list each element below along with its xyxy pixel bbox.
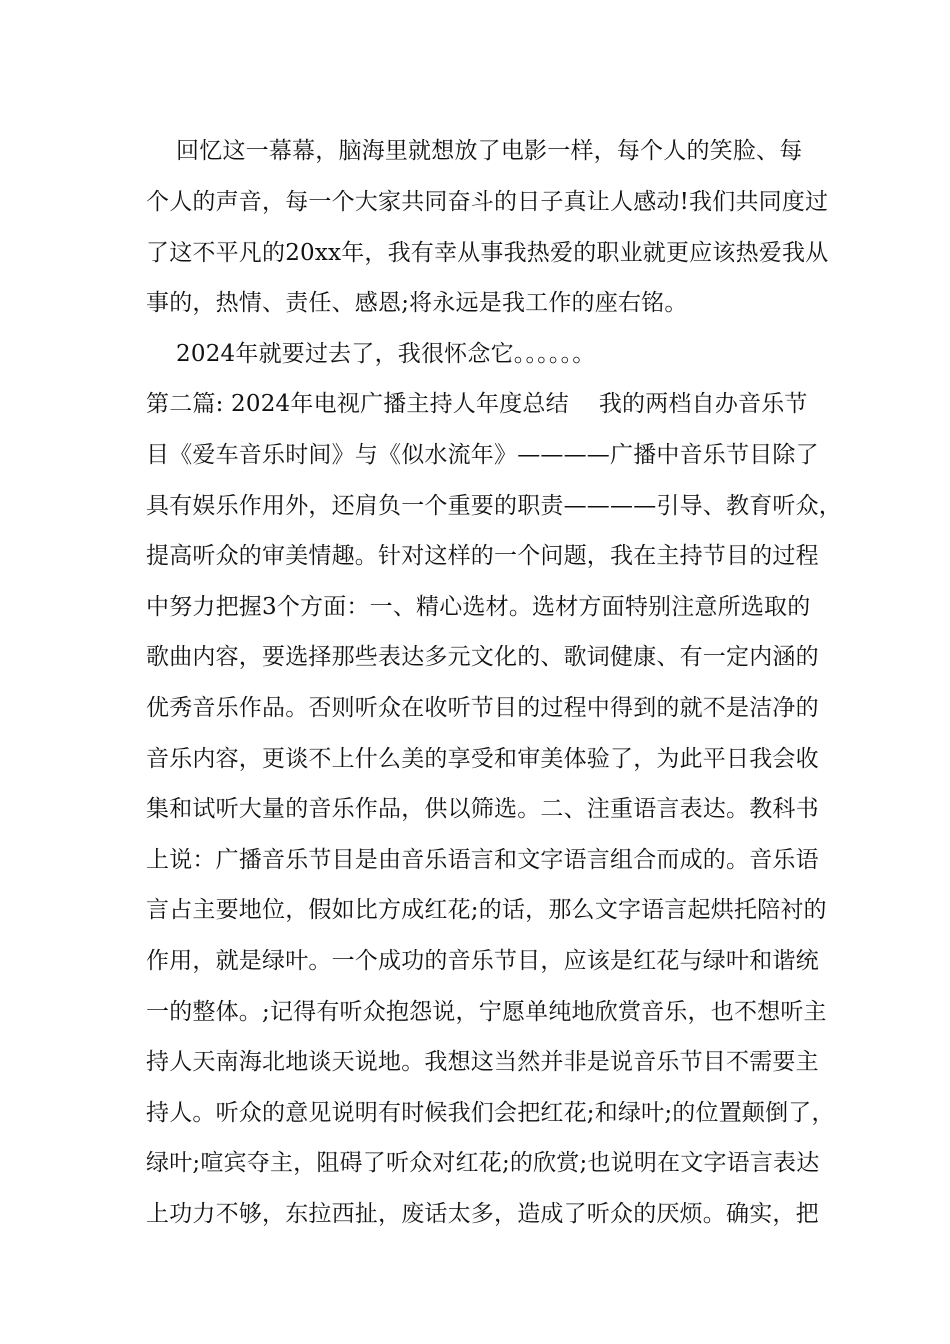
section-heading-line: 第二篇: 2024年电视广播主持人年度总结 我的两档自办音乐节 bbox=[146, 391, 808, 417]
text-line: 目《爱车音乐时间》与《似水流年》————广播中音乐节目除了 bbox=[146, 442, 819, 468]
text-line: 歌曲内容，要选择那些表达多元文化的、歌词健康、有一定内涵的 bbox=[146, 644, 819, 670]
text-line: 回忆这一幕幕，脑海里就想放了电影一样，每个人的笑脸、每 bbox=[146, 138, 803, 164]
text-line: 持人天南海北地谈天说地。我想这当然并非是说音乐节目不需要主 bbox=[146, 1049, 819, 1075]
text-line: 提高听众的审美情趣。针对这样的一个问题，我在主持节目的过程 bbox=[146, 543, 819, 569]
text-line: 上说：广播音乐节目是由音乐语言和文字语言组合而成的。音乐语 bbox=[146, 847, 819, 873]
text-line: 作用，就是绿叶。一个成功的音乐节目，应该是红花与绿叶和谐统 bbox=[146, 948, 819, 974]
text-line: 集和试听大量的音乐作品，供以筛选。二、注重语言表达。教科书 bbox=[146, 796, 819, 822]
text-line: 中努力把握3个方面：一、精心选材。选材方面特别注意所选取的 bbox=[146, 594, 811, 620]
text-line: 了这不平凡的20xx年，我有幸从事我热爱的职业就更应该热爱我从 bbox=[146, 240, 829, 266]
text-line: 2024年就要过去了，我很怀念它。。。。。。 bbox=[146, 341, 596, 367]
text-line: 言占主要地位，假如比方成红花;的话，那么文字语言起烘托陪衬的 bbox=[146, 897, 827, 923]
text-line: 一的整体。;记得有听众抱怨说，宁愿单纯地欣赏音乐，也不想听主 bbox=[146, 999, 827, 1025]
text-line: 绿叶;喧宾夺主，阻碍了听众对红花;的欣赏;也说明在文字语言表达 bbox=[146, 1150, 820, 1176]
text-line: 音乐内容，更谈不上什么美的享受和审美体验了，为此平日我会收 bbox=[146, 746, 819, 772]
text-line: 持人。听众的意见说明有时候我们会把红花;和绿叶;的位置颠倒了， bbox=[146, 1100, 835, 1126]
text-line: 优秀音乐作品。否则听众在收听节目的过程中得到的就不是洁净的 bbox=[146, 695, 819, 721]
text-line: 事的，热情、责任、感恩;将永远是我工作的座右铭。 bbox=[146, 290, 688, 316]
text-line: 上功力不够，东拉西扯，废话太多，造成了听众的厌烦。确实，把 bbox=[146, 1201, 819, 1227]
text-line: 个人的声音，每一个大家共同奋斗的日子真让人感动!我们共同度过 bbox=[146, 189, 829, 215]
text-line: 具有娱乐作用外，还肩负一个重要的职责————引导、教育听众， bbox=[146, 493, 842, 519]
